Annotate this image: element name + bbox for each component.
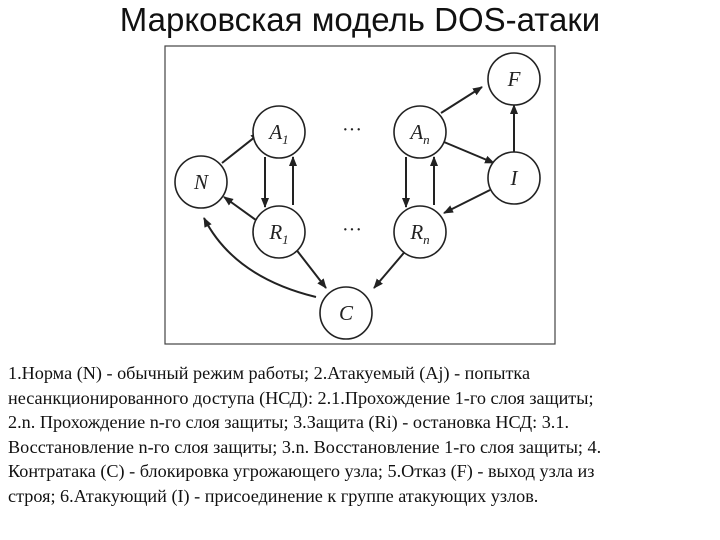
node-an <box>394 106 446 158</box>
legend-line: Контратака (С) - блокировка угрожающего узла; 5.Отказ (F) - выход узла из <box>8 461 595 482</box>
node-r1-label: R <box>269 220 283 244</box>
node-a1-sub: 1 <box>282 132 289 147</box>
legend-line: 1.Норма (N) - обычный режим работы; 2.Атакуемый (Aj) - попытка <box>8 363 531 383</box>
svg-text:C <box>339 301 354 325</box>
ellipsis-top: ··· <box>342 119 362 141</box>
legend-line: Восстановление n-го слоя защиты; 3.n. Восстановление 1-го слоя защиты; 4. <box>8 436 602 457</box>
svg-text:N <box>193 170 209 194</box>
node-r1 <box>253 206 305 258</box>
node-rn <box>394 206 446 258</box>
legend-line: строя; 6.Атакующий (I) - присоединение к группе атакующих узлов. <box>8 485 539 506</box>
node-f-label: F <box>507 67 521 91</box>
node-n <box>175 156 227 208</box>
legend-text <box>8 361 716 509</box>
node-f <box>488 53 540 105</box>
node-c-label: C <box>338 301 354 325</box>
node-an-sub: n <box>423 132 430 147</box>
svg-text:I <box>510 166 519 190</box>
node-r1-sub: 1 <box>282 232 289 247</box>
node-i <box>488 152 540 204</box>
slide-title: Марковская модель DOS-атаки <box>119 1 601 38</box>
legend-line: несанкционированного доступа (НСД): 2.1.Прохождение 1-го слоя защиты; <box>8 387 594 408</box>
node-c <box>320 287 372 339</box>
legend-line: 2.n. Прохождение n-го слоя защиты; 3.Защита (Ri) - остановка НСД: 3.1. <box>8 412 569 433</box>
node-n-label: N <box>193 170 209 194</box>
node-rn-sub: n <box>423 232 430 247</box>
node-a1-label: A <box>269 120 283 144</box>
markov-state-diagram <box>164 45 556 345</box>
node-an-label: A <box>410 120 424 144</box>
node-rn-label: R <box>410 220 424 244</box>
svg-text:F <box>507 67 521 91</box>
node-i-label: I <box>510 166 518 190</box>
node-a1 <box>253 106 305 158</box>
ellipsis-bottom: ··· <box>342 219 362 241</box>
